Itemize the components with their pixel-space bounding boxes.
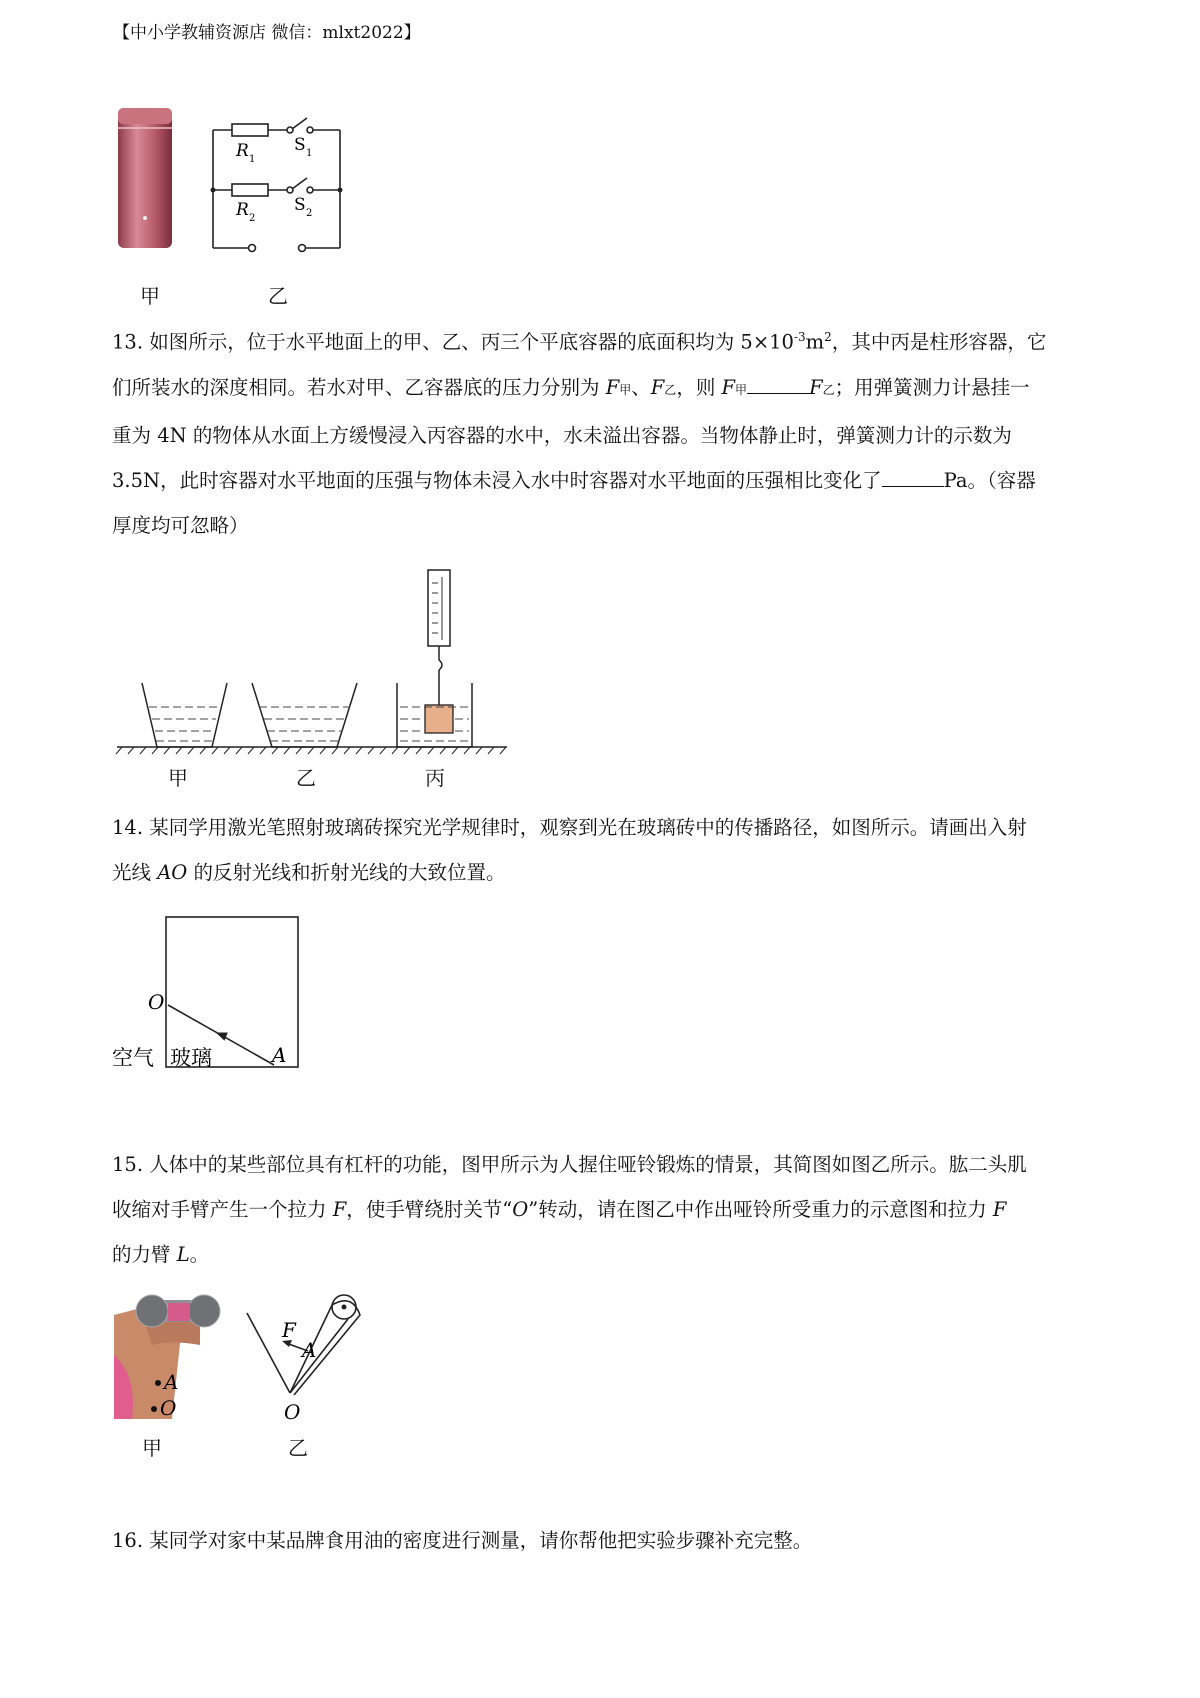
q15-f: F bbox=[332, 1198, 347, 1221]
label-r2: R bbox=[236, 200, 249, 220]
page-header: 【中小学教辅资源店 微信：mlxt2022】 bbox=[113, 23, 421, 43]
question-13 bbox=[112, 315, 1100, 548]
ground-hatch bbox=[116, 747, 506, 754]
q12-caption-yi: 乙 bbox=[268, 284, 288, 308]
ray-arrow bbox=[216, 1031, 229, 1041]
q15-f2: F bbox=[992, 1198, 1007, 1221]
q15-text-6: 。 bbox=[189, 1243, 210, 1266]
q15-text: 15. 人体中的某些部位具有杠杆的功能，图甲所示为人握住哑铃锻炼的情景，其简图如图乙所示。肱二头肌 bbox=[112, 1153, 1027, 1176]
q13-caption-bing: 丙 bbox=[425, 766, 445, 790]
q14-text-3: 的反射光线和折射光线的大致位置。 bbox=[187, 861, 506, 884]
label-r1-sub: 1 bbox=[249, 154, 256, 165]
label-o: O bbox=[148, 990, 165, 1014]
containers-diagram bbox=[112, 565, 512, 755]
q13-unit: m bbox=[805, 330, 825, 354]
q15-caption-yi: 乙 bbox=[288, 1436, 308, 1460]
label-f: F bbox=[282, 1318, 296, 1342]
q13-sub-jia-2: 甲 bbox=[735, 382, 748, 397]
q13-text-7: 3.5N，此时容器对水平地面的压强与物体未浸入水中时容器对水平地面的压强相比变化了 bbox=[112, 468, 882, 492]
q16-text: 16. 某同学对家中某品牌食用油的密度进行测量，请你帮他把实验步骤补充完整。 bbox=[112, 1529, 813, 1552]
answer-blank-1[interactable] bbox=[747, 374, 809, 394]
question-14 bbox=[112, 805, 1100, 895]
q15-text-4: ”转动，请在图乙中作出哑铃所受重力的示意图和拉力 bbox=[528, 1198, 993, 1221]
q13-exp: -3 bbox=[793, 330, 806, 344]
q13-f1: F bbox=[605, 375, 620, 399]
q13-f4: F bbox=[809, 375, 823, 399]
label-a-photo: A bbox=[164, 1370, 179, 1394]
scale-ticks bbox=[432, 577, 442, 640]
container-jia bbox=[142, 683, 227, 747]
q14-figure bbox=[112, 905, 312, 1075]
q13-text-8: Pa。（容器 bbox=[943, 468, 1036, 492]
spring-scale bbox=[428, 570, 450, 646]
label-r2-sub: 2 bbox=[249, 213, 256, 224]
label-r1: R bbox=[236, 141, 249, 161]
thermos-image bbox=[118, 108, 172, 248]
label-o-sketch: O bbox=[284, 1400, 301, 1424]
label-s1: S bbox=[294, 135, 306, 155]
q13-text-4: ，则 bbox=[676, 375, 722, 399]
label-s1-sub: 1 bbox=[306, 148, 313, 159]
q13-sub-yi: 乙 bbox=[664, 382, 677, 397]
q13-figure bbox=[112, 565, 512, 755]
q13-caption-yi: 乙 bbox=[296, 766, 316, 790]
label-a: A bbox=[272, 1043, 287, 1067]
answer-blank-2[interactable] bbox=[882, 467, 944, 487]
q14-text: 14. 某同学用激光笔照射玻璃砖探究光学规律时，观察到光在玻璃砖中的传播路径，如图所示。请画出入射 bbox=[112, 816, 1027, 839]
q13-f3: F bbox=[721, 375, 736, 399]
q12-diagram bbox=[112, 100, 352, 300]
q13-text-5: ；用弹簧测力计悬挂一 bbox=[834, 375, 1030, 399]
q13-sq: 2 bbox=[824, 330, 832, 344]
question-16 bbox=[112, 1518, 1100, 1563]
q14-text-2: 光线 bbox=[112, 861, 158, 884]
q15-o: O bbox=[512, 1198, 529, 1221]
q13-text-6: 重为 4N 的物体从水面上方缓慢浸入丙容器的水中，水未溢出容器。当物体静止时，弹簧测力计的示数为 bbox=[112, 423, 1012, 447]
label-o-photo: O bbox=[160, 1396, 177, 1420]
q13-text-2: ，其中丙是柱形容器，它 bbox=[831, 330, 1047, 354]
label-s2: S bbox=[294, 195, 306, 215]
glass-block-diagram bbox=[112, 905, 312, 1075]
q15-text-2: 收缩对手臂产生一个拉力 bbox=[112, 1198, 333, 1221]
water-lines bbox=[149, 707, 469, 741]
q13-caption-jia: 甲 bbox=[168, 766, 188, 790]
q14-ao: AO bbox=[157, 861, 188, 884]
label-s2-sub: 2 bbox=[306, 208, 313, 219]
q15-l: L bbox=[176, 1243, 190, 1266]
label-air: 空气 bbox=[112, 1046, 154, 1070]
label-glass: 玻璃 bbox=[170, 1046, 212, 1070]
q13-sep: 、 bbox=[631, 375, 651, 399]
arm-diagrams bbox=[112, 1285, 372, 1425]
q15-text-5: 的力臂 bbox=[112, 1243, 177, 1266]
q13-text: 13. 如图所示，位于水平地面上的甲、乙、丙三个平底容器的底面积均为 5×10 bbox=[112, 330, 794, 354]
circuit-diagram bbox=[213, 118, 340, 252]
q15-caption-jia: 甲 bbox=[142, 1436, 162, 1460]
q12-caption-jia: 甲 bbox=[140, 284, 160, 308]
label-a-sketch: A bbox=[302, 1338, 317, 1362]
q13-text-9: 厚度均可忽略） bbox=[112, 513, 249, 537]
q13-sub-yi-2: 乙 bbox=[822, 382, 835, 397]
container-yi bbox=[252, 683, 357, 747]
q15-figure bbox=[112, 1285, 372, 1425]
q15-text-3: ，使手臂绕肘关节“ bbox=[346, 1198, 513, 1221]
object-block bbox=[425, 705, 453, 733]
q13-f2: F bbox=[650, 375, 665, 399]
question-15 bbox=[112, 1142, 1100, 1277]
q13-sub-jia: 甲 bbox=[619, 382, 632, 397]
q13-text-3: 们所装水的深度相同。若水对甲、乙容器底的压力分别为 bbox=[112, 375, 606, 399]
q12-figure bbox=[112, 100, 352, 300]
